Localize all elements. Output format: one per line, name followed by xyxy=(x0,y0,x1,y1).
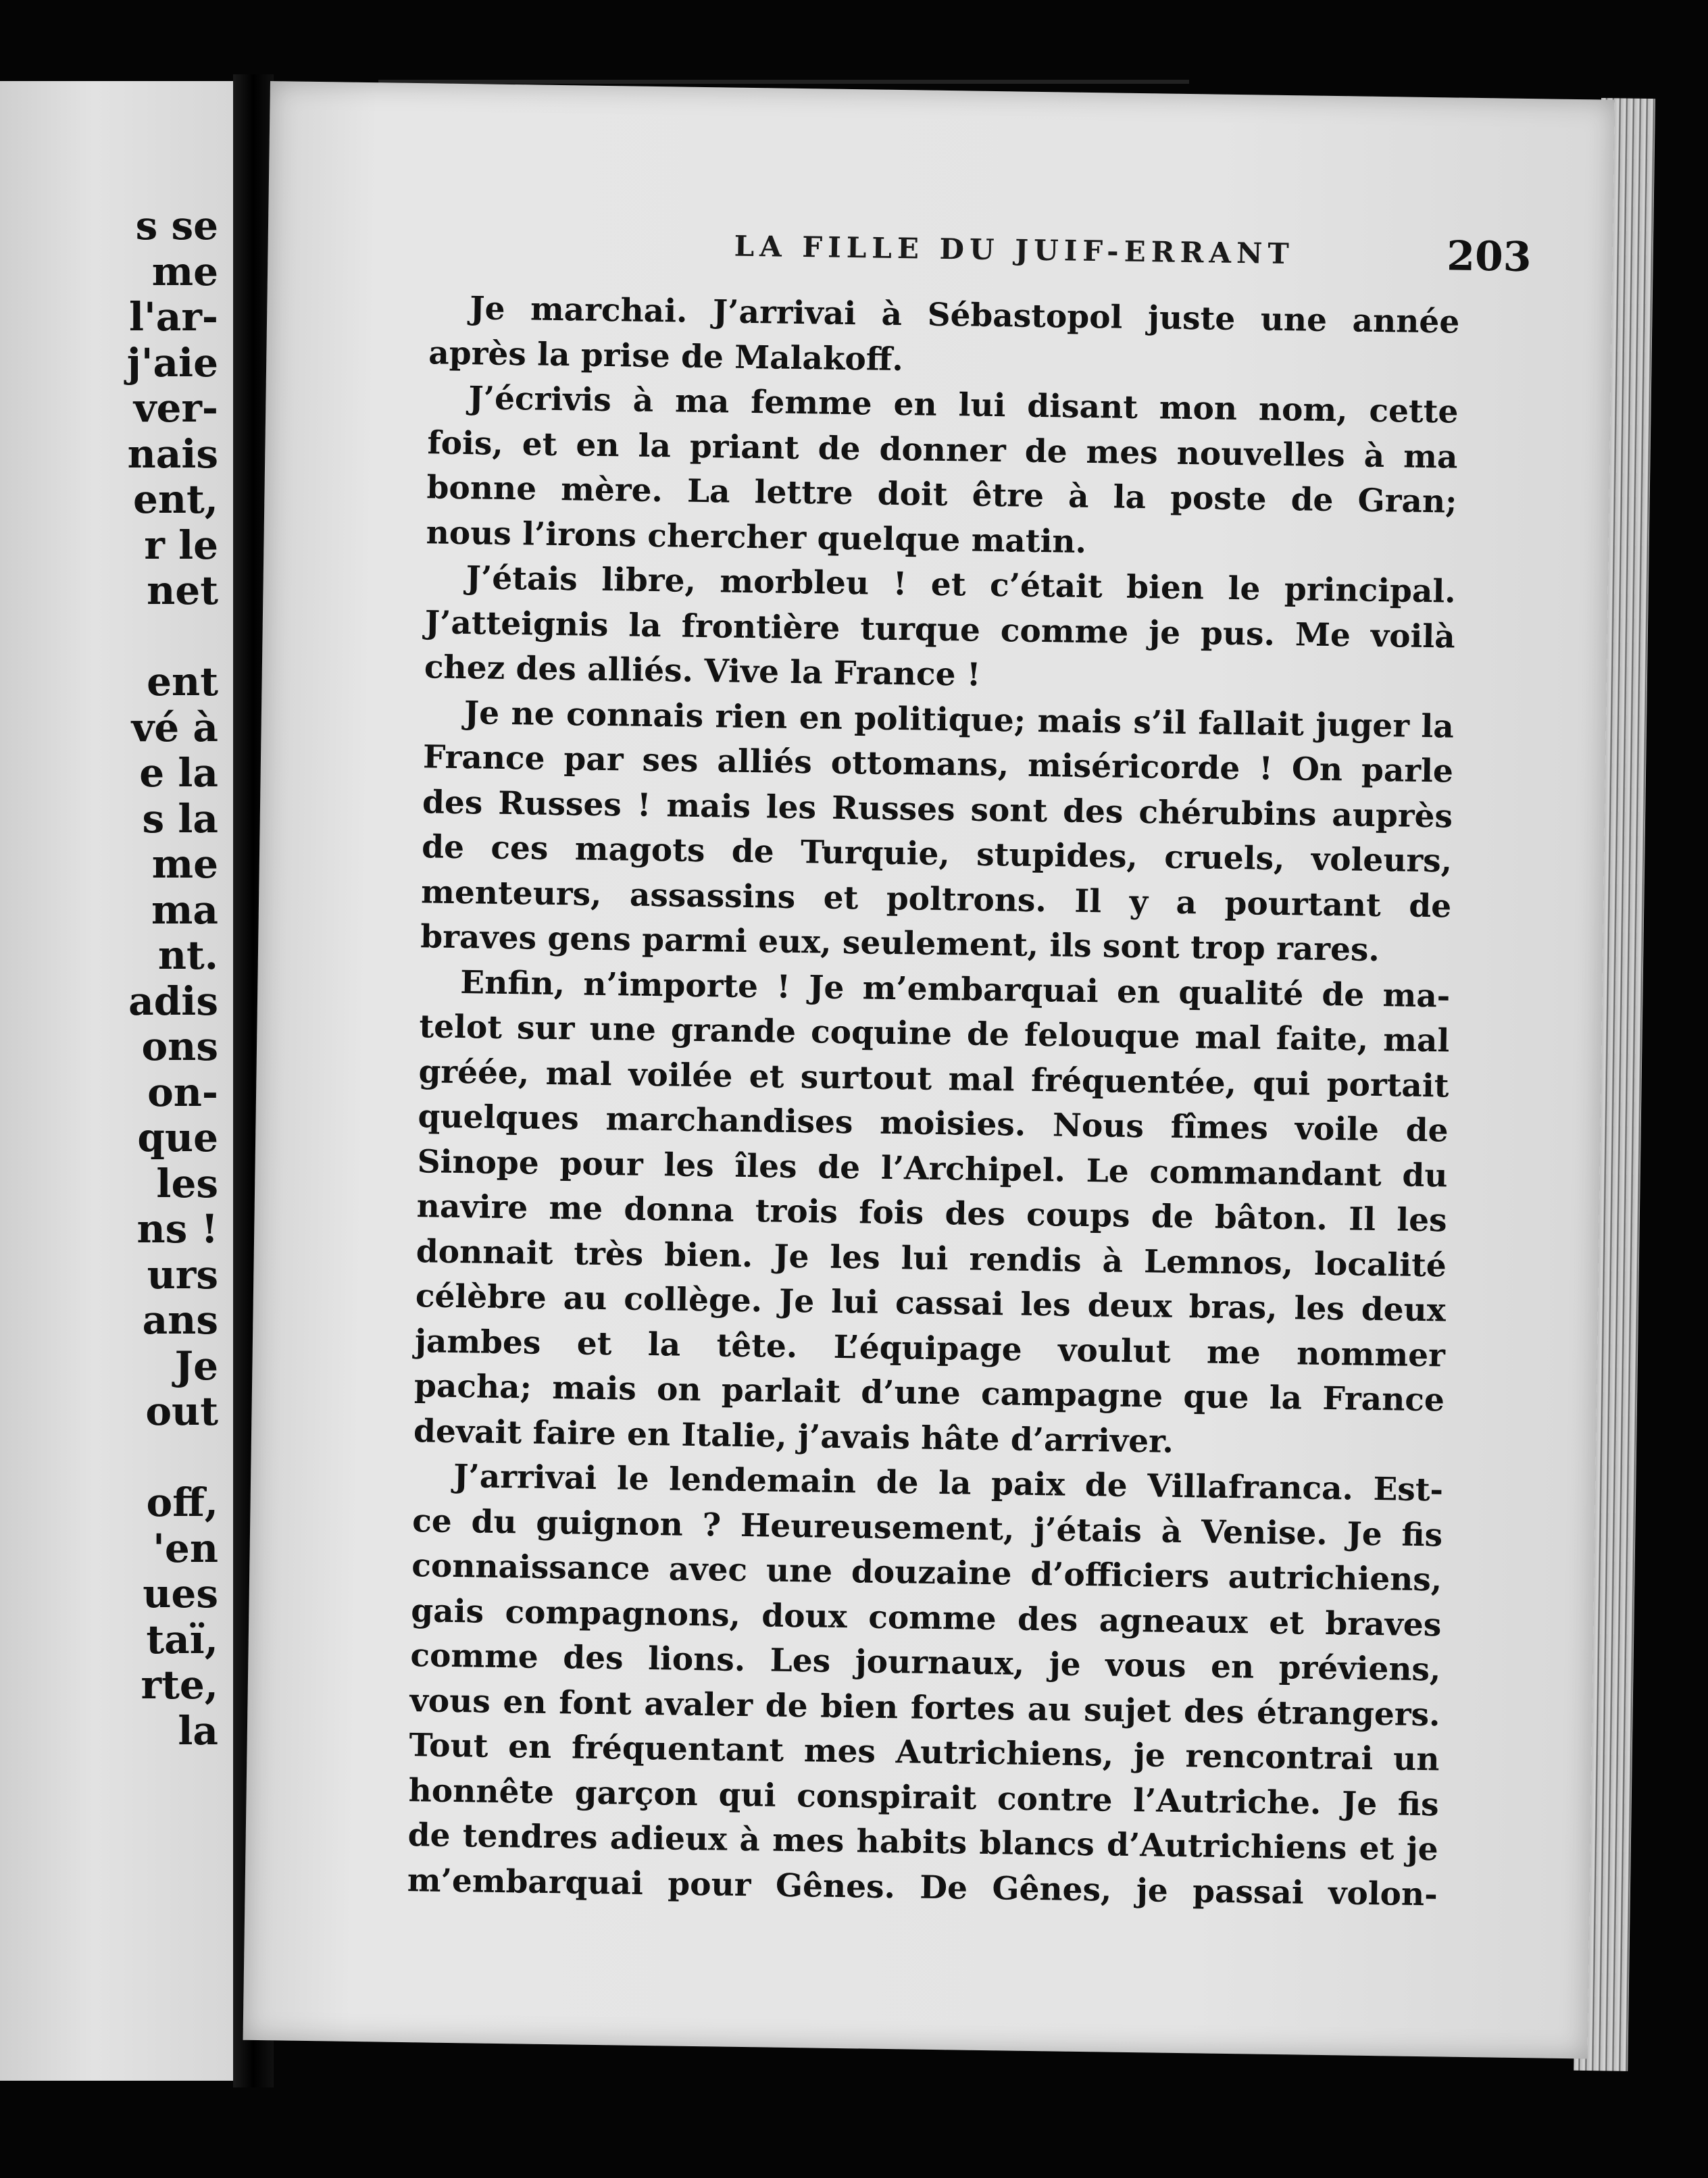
text-line: gais compagnons, doux comme des agneaux et braves xyxy=(411,1592,1442,1644)
text-line: connaissance avec une douzaine d’officiers autrichiens, xyxy=(411,1547,1442,1599)
previous-page-line-fragment: rte, xyxy=(141,1662,218,1708)
previous-page-line-fragment: la xyxy=(178,1707,218,1754)
text-line: Je ne connais rien en politique; mais s’il fallait juger la xyxy=(463,694,1455,746)
previous-page-line-fragment: adis xyxy=(128,978,218,1024)
previous-page-line-fragment: l'ar- xyxy=(128,294,218,340)
previous-page xyxy=(0,81,233,2081)
text-line: gréée, mal voilée et surtout mal fréquentée, qui portait xyxy=(418,1053,1449,1105)
text-line: de ces magots de Turquie, stupides, cruels, voleurs, xyxy=(421,828,1453,880)
top-edge-line xyxy=(378,80,1189,84)
text-line: devait faire en Italie, j’avais hâte d’arriver. xyxy=(413,1412,1174,1461)
text-line: Je marchai. J’arrivai à Sébastopol juste une année xyxy=(469,290,1460,341)
text-line: après la prise de Malakoff. xyxy=(428,334,904,378)
text-line: navire me donna trois fois des coups de bâton. Il les xyxy=(416,1188,1447,1240)
previous-page-line-fragment: e la xyxy=(139,750,218,796)
text-line: honnête garçon qui conspirait contre l’Autriche. Je fis xyxy=(408,1771,1439,1823)
text-line: m’embarquai pour Gênes. De Gênes, je passai volon- xyxy=(407,1861,1438,1913)
running-head: LA FILLE DU JUIF-ERRANT xyxy=(734,229,1295,271)
previous-page-line-fragment: j'aie xyxy=(126,339,218,386)
previous-page-line-fragment: net xyxy=(147,567,218,613)
text-line: donnait très bien. Je les lui rendis à Lemnos, localité xyxy=(416,1232,1447,1284)
previous-page-line-fragment: s la xyxy=(142,795,218,842)
text-line: Tout en fréquentant mes Autrichiens, je rencontrai un xyxy=(409,1727,1440,1779)
previous-page-line-fragment: que xyxy=(137,1115,218,1161)
previous-page-line-fragment: 'en xyxy=(153,1525,218,1571)
text-line: menteurs, assassins et poltrons. Il y a pourtant de xyxy=(420,873,1452,926)
text-line: pacha; mais on parlait d’une campagne que la France xyxy=(413,1367,1445,1419)
body-text xyxy=(407,286,1459,1917)
previous-page-line-fragment: nais xyxy=(127,430,218,477)
text-line: J’écrivis à ma femme en lui disant mon nom, cette xyxy=(468,380,1459,431)
text-line: J’étais libre, morbleu ! et c’était bien le principal. xyxy=(466,559,1456,611)
previous-page-line-fragment: s se xyxy=(135,203,218,249)
previous-page-line-fragment: on- xyxy=(147,1069,218,1115)
text-line: quelques marchandises moisies. Nous fîmes voile de xyxy=(418,1098,1449,1150)
previous-page-line-fragment: taï, xyxy=(146,1616,218,1663)
previous-page-line-fragment: out xyxy=(145,1388,218,1434)
text-line: nous l’irons chercher quelque matin. xyxy=(426,513,1087,561)
previous-page-line-fragment: ns ! xyxy=(136,1206,218,1252)
text-line: vous en font avaler de bien fortes au sujet des étrangers. xyxy=(409,1681,1440,1733)
previous-page-line-fragment: ma xyxy=(151,886,218,933)
previous-page-line-fragment: Je xyxy=(174,1342,218,1389)
previous-page-line-fragment: me xyxy=(151,248,218,295)
text-line: comme des lions. Les journaux, je vous en préviens, xyxy=(410,1637,1441,1689)
previous-page-line-fragment: ans xyxy=(142,1297,218,1343)
previous-page-line-fragment: r le xyxy=(144,522,218,568)
previous-page-line-fragment: off, xyxy=(146,1479,218,1525)
previous-page-line-fragment: les xyxy=(156,1160,218,1207)
current-page xyxy=(243,81,1615,2059)
page-number: 203 xyxy=(1446,232,1532,282)
text-line: célèbre au collège. Je lui cassai les deux bras, les deux xyxy=(415,1277,1447,1329)
text-line: fois, et en la priant de donner de mes nouvelles à ma xyxy=(427,424,1458,476)
previous-page-line-fragment: ues xyxy=(143,1571,218,1617)
text-line: telot sur une grande coquine de felouque mal faite, mal xyxy=(419,1008,1450,1060)
text-line: jambes et la tête. L’équipage voulut me nommer xyxy=(414,1322,1446,1374)
text-line: France par ses alliés ottomans, miséricorde ! On parle xyxy=(422,738,1454,790)
text-line: ce du guignon ? Heureusement, j’étais à Venise. Je fis xyxy=(411,1502,1443,1554)
text-line: braves gens parmi eux, seulement, ils sont trop rares. xyxy=(420,918,1380,969)
text-line: de tendres adieux à mes habits blancs d’Autrichiens et je xyxy=(407,1817,1439,1869)
previous-page-line-fragment: ent, xyxy=(132,476,218,522)
previous-page-line-fragment: vé à xyxy=(131,704,218,751)
text-line: Sinope pour les îles de l’Archipel. Le commandant du xyxy=(417,1142,1448,1194)
previous-page-line-fragment: ons xyxy=(141,1023,218,1069)
text-line: Enfin, n’importe ! Je m’embarquai en qualité de ma- xyxy=(460,963,1451,1015)
text-line: des Russes ! mais les Russes sont des chérubins auprès xyxy=(422,783,1453,836)
previous-page-line-fragment: urs xyxy=(147,1251,218,1298)
previous-page-line-fragment: ent xyxy=(147,659,218,705)
text-line: chez des alliés. Vive la France ! xyxy=(424,649,981,694)
previous-page-line-fragment: nt. xyxy=(157,932,218,978)
text-line: bonne mère. La lettre doit être à la poste de Gran; xyxy=(426,469,1457,521)
text-line: J’atteignis la frontière turque comme je pus. Me voilà xyxy=(424,603,1456,656)
previous-page-line-fragment: me xyxy=(151,841,218,887)
text-line: J’arrivai le lendemain de la paix de Villafranca. Est- xyxy=(453,1457,1444,1509)
previous-page-line-fragment: ver- xyxy=(133,385,218,431)
